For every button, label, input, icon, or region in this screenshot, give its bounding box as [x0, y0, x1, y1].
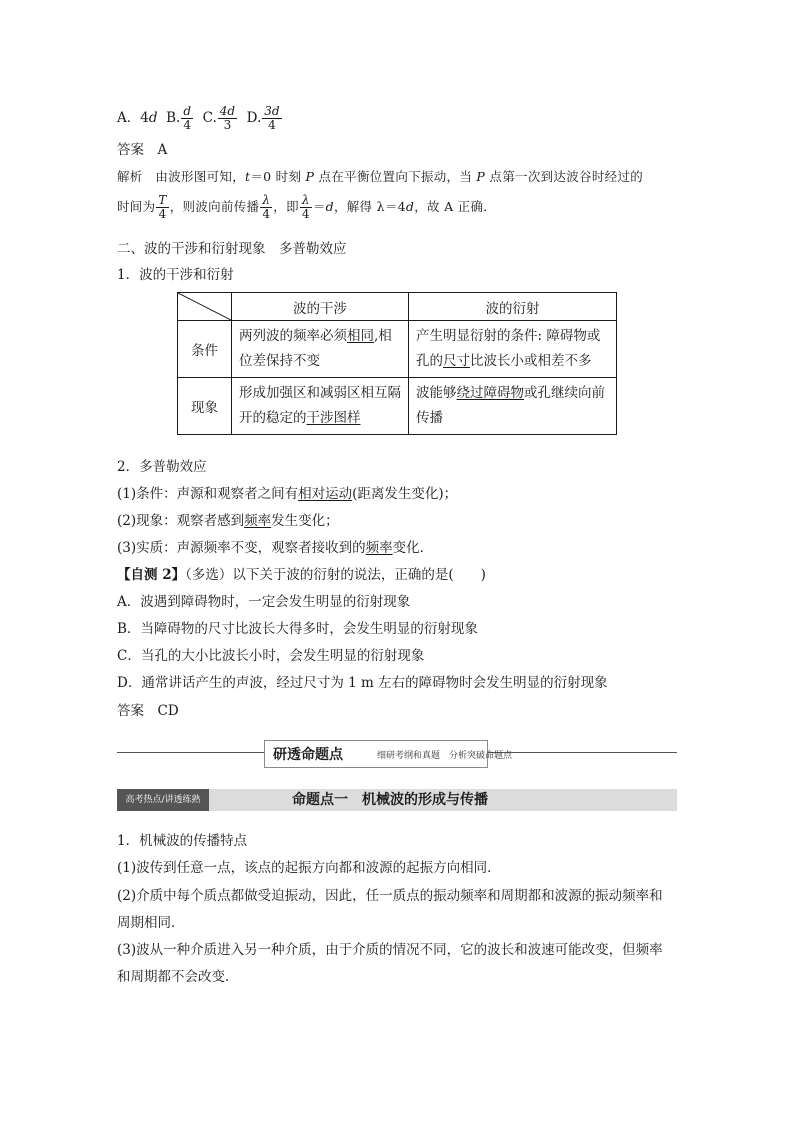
diagonal-header-cell [178, 293, 232, 321]
answer-1: 答案 A [117, 142, 168, 158]
subsection-1-title: 1．波的干涉和衍射 [117, 267, 234, 283]
topic-tag: 高考热点/讲透练熟 [117, 789, 209, 811]
self-test-question: 【自测 2】（多选）以下关于波的衍射的说法，正确的是( ) [117, 567, 486, 583]
row-head-phenomenon: 现象 [178, 378, 232, 435]
fraction-lambda-over-4-b: $\frac{\lambda}{4}$ [301, 193, 310, 221]
quiz-answer: 答案 CD [117, 703, 179, 719]
option-b-label: B. [166, 110, 181, 126]
separator-heading: 研透命题点 [273, 747, 343, 763]
option-d-label: D. [246, 110, 262, 126]
topic-title: 命题点一 机械波的形成与传播 [292, 792, 488, 808]
quiz-option-b: B．当障碍物的尺寸比波长大得多时，会发生明显的衍射现象 [117, 621, 478, 637]
option-d-fraction: $\frac{3d}{4}$ [264, 104, 280, 132]
option-b-fraction: $\frac{d}{4}$ [183, 104, 191, 132]
interference-diffraction-table [177, 292, 617, 435]
section-3-point-2-line-2: 周期相同． [117, 915, 185, 931]
option-c-fraction: $\frac{4d}{3}$ [219, 104, 236, 132]
doppler-essence: (3)实质：声源频率不变，观察者接收到的频率变化． [117, 540, 434, 556]
section-3-point-2-line-1: (2)介质中每个质点都做受迫振动，因此，任一质点的振动频率和周期都和波源的振动频率和 [117, 888, 663, 904]
header-diffraction: 波的衍射 [409, 293, 617, 321]
option-a-label: A．4 [117, 110, 149, 126]
options-line [117, 105, 283, 132]
section-separator [117, 738, 677, 770]
analysis-line-1: 解析 由波形图可知，t＝0 时刻 P 点在平衡位置向下振动，当 P 点第一次到达波谷时经过的 [117, 169, 644, 184]
separator-box [264, 740, 513, 768]
fraction-lambda-over-4: $\frac{\lambda}{4}$ [262, 193, 271, 221]
cell-interference-phenomenon: 形成加强区和减弱区相互隔开的稳定的干涉图样 [232, 378, 409, 435]
topic-band [117, 789, 677, 811]
quiz-option-d: D．通常讲话产生的声波，经过尺寸为 1 m 左右的障碍物时会发生明显的衍射现象 [117, 675, 608, 691]
doppler-condition: (1)条件：声源和观察者之间有相对运动(距离发生变化)； [117, 486, 458, 502]
section-3-point-1: (1)波传到任意一点，该点的起振方向都和波源的起振方向相同． [117, 860, 501, 876]
separator-rule-right [485, 752, 677, 753]
row-head-condition: 条件 [178, 321, 232, 378]
cell-interference-condition: 两列波的频率必须相同,相位差保持不变 [232, 321, 409, 378]
quiz-option-c: C．当孔的大小比波长小时，会发生明显的衍射现象 [117, 648, 425, 664]
cell-diffraction-condition: 产生明显衍射的条件: 障碍物或孔的尺寸比波长小或相差不多 [409, 321, 617, 378]
section-3-title: 1．机械波的传播特点 [117, 833, 248, 849]
quiz-option-a: A．波遇到障碍物时，一定会发生明显的衍射现象 [117, 594, 411, 610]
diagonal-line [178, 293, 231, 320]
fraction-t-over-4: $\frac{T}{4}$ [158, 193, 167, 221]
separator-subheading: 细研考纲和真题 分析突破命题点 [377, 751, 513, 761]
doppler-phenomenon: (2)现象：观察者感到频率发生变化； [117, 513, 339, 529]
section-3-point-3-line-2: 和周期都不会改变． [117, 969, 239, 985]
section-3-point-3-line-1: (3)波从一种介质进入另一种介质，由于介质的情况不同，它的波长和波速可能改变，但频率 [117, 942, 663, 958]
cell-diffraction-phenomenon: 波能够绕过障碍物或孔继续向前传播 [409, 378, 617, 435]
analysis-line-2: 时间为 $\frac{T}{4}$ ，则波向前传播 $\frac{\lambda}{4}$ ，即 $\frac{\lambda}{4}$ ＝d，解得 λ＝4d，故 A 正确． [117, 193, 497, 221]
self-test-tag: 【自测 2】 [117, 567, 186, 583]
option-c-label: C. [202, 110, 217, 126]
option-a-var: d [148, 110, 158, 126]
section-2-title: 二、波的干涉和衍射现象 多普勒效应 [117, 241, 347, 257]
subsection-2-title: 2．多普勒效应 [117, 459, 207, 475]
header-interference: 波的干涉 [232, 293, 409, 321]
separator-rule-left [117, 752, 267, 753]
